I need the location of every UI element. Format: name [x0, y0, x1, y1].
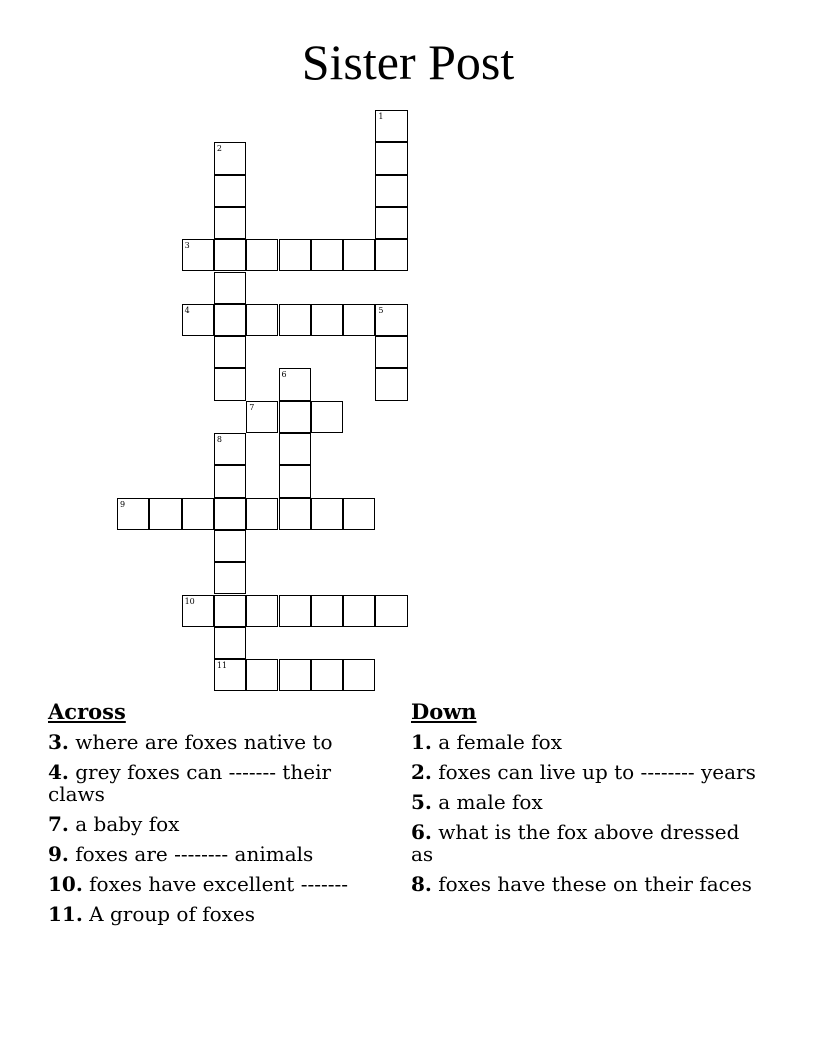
grid-cell[interactable] — [182, 498, 214, 530]
grid-cell[interactable] — [375, 595, 407, 627]
grid-cell[interactable] — [375, 207, 407, 239]
grid-cell[interactable] — [214, 595, 246, 627]
across-clue — [48, 873, 393, 895]
cell-number: 9 — [120, 499, 126, 509]
grid-cell[interactable] — [279, 498, 311, 530]
clue-number: 11. — [48, 902, 83, 926]
grid-cell[interactable] — [246, 498, 278, 530]
clue-text: foxes are -------- animals — [75, 842, 314, 866]
clue-text: foxes have excellent ------- — [89, 872, 348, 896]
grid-cell[interactable] — [311, 239, 343, 271]
grid-cell[interactable] — [214, 336, 246, 368]
grid-cell[interactable] — [182, 595, 214, 627]
clue-text: a male fox — [438, 790, 543, 814]
grid-cell[interactable] — [375, 175, 407, 207]
grid-cell[interactable] — [214, 368, 246, 400]
clue-number: 5. — [411, 790, 432, 814]
grid-cell[interactable] — [214, 562, 246, 594]
grid-cell[interactable] — [246, 239, 278, 271]
grid-cell[interactable] — [279, 595, 311, 627]
grid-cell[interactable] — [279, 368, 311, 400]
grid-cell[interactable] — [311, 401, 343, 433]
grid-cell[interactable] — [375, 368, 407, 400]
grid-cell[interactable] — [343, 659, 375, 691]
clue-number: 8. — [411, 872, 432, 896]
grid-cell[interactable] — [311, 659, 343, 691]
grid-cell[interactable] — [343, 595, 375, 627]
grid-cell[interactable] — [214, 530, 246, 562]
grid-cell[interactable] — [246, 659, 278, 691]
cell-number: 6 — [281, 370, 287, 380]
clue-number: 2. — [411, 760, 432, 784]
grid-cell[interactable] — [214, 304, 246, 336]
grid-cell[interactable] — [375, 304, 407, 336]
clue-number: 1. — [411, 730, 432, 754]
down-clues — [411, 700, 756, 903]
grid-cell[interactable] — [279, 659, 311, 691]
across-clue-list — [48, 731, 393, 925]
clue-text: grey foxes can ------- their claws — [48, 760, 332, 806]
down-clue — [411, 731, 756, 753]
clue-number: 7. — [48, 812, 69, 836]
grid-cell[interactable] — [311, 304, 343, 336]
clue-text: where are foxes native to — [75, 730, 333, 754]
grid-cell[interactable] — [343, 498, 375, 530]
cell-number: 10 — [184, 596, 195, 606]
grid-cell[interactable] — [246, 401, 278, 433]
down-clue — [411, 873, 756, 895]
grid-cell[interactable] — [214, 433, 246, 465]
grid-cell[interactable] — [343, 239, 375, 271]
grid-cell[interactable] — [343, 304, 375, 336]
grid-cell[interactable] — [279, 433, 311, 465]
grid-cell[interactable] — [149, 498, 181, 530]
grid-cell[interactable] — [375, 239, 407, 271]
cell-number: 2 — [216, 144, 222, 154]
grid-cell[interactable] — [246, 595, 278, 627]
grid-cell[interactable] — [214, 142, 246, 174]
across-clue — [48, 843, 393, 865]
grid-cell[interactable] — [214, 627, 246, 659]
across-heading: Across — [48, 699, 126, 724]
grid-cell[interactable] — [214, 465, 246, 497]
grid-cell[interactable] — [117, 498, 149, 530]
grid-cell[interactable] — [279, 304, 311, 336]
cell-number: 5 — [378, 305, 384, 315]
clue-text: a female fox — [438, 730, 562, 754]
grid-cell[interactable] — [375, 142, 407, 174]
clue-number: 10. — [48, 872, 83, 896]
grid-cell[interactable] — [246, 304, 278, 336]
grid-cell[interactable] — [279, 465, 311, 497]
grid-cell[interactable] — [375, 110, 407, 142]
clue-text: foxes have these on their faces — [438, 872, 752, 896]
grid-cell[interactable] — [182, 239, 214, 271]
across-clue — [48, 731, 393, 753]
grid-cell[interactable] — [214, 175, 246, 207]
cell-number: 7 — [249, 402, 255, 412]
clue-text: a baby fox — [75, 812, 180, 836]
down-clue-list — [411, 731, 756, 895]
grid-cell[interactable] — [214, 272, 246, 304]
grid-cell[interactable] — [279, 239, 311, 271]
grid-cell[interactable] — [279, 401, 311, 433]
across-clue — [48, 761, 393, 805]
grid-cell[interactable] — [311, 498, 343, 530]
cell-number: 3 — [184, 241, 190, 251]
clue-text: what is the fox above dressed as — [411, 820, 740, 866]
clue-number: 4. — [48, 760, 69, 784]
clue-number: 3. — [48, 730, 69, 754]
clue-text: foxes can live up to -------- years — [438, 760, 756, 784]
clue-number: 6. — [411, 820, 432, 844]
across-clue — [48, 813, 393, 835]
grid-cell[interactable] — [311, 595, 343, 627]
clue-number: 9. — [48, 842, 69, 866]
cell-number: 1 — [378, 112, 384, 121]
down-clue — [411, 821, 756, 865]
grid-cell[interactable] — [214, 239, 246, 271]
down-heading: Down — [411, 699, 477, 724]
cell-number: 4 — [184, 305, 190, 315]
clue-text: A group of foxes — [89, 902, 256, 926]
cell-number: 11 — [216, 661, 228, 671]
down-clue — [411, 791, 756, 813]
grid-cell[interactable] — [214, 498, 246, 530]
grid-cell[interactable] — [182, 304, 214, 336]
grid-cell[interactable] — [214, 207, 246, 239]
puzzle-title: Sister Post — [301, 34, 515, 90]
grid-cell[interactable] — [375, 336, 407, 368]
grid-cell[interactable] — [214, 659, 246, 691]
down-clue — [411, 761, 756, 783]
cell-number: 8 — [216, 435, 222, 444]
across-clues — [48, 700, 393, 933]
across-clue — [48, 903, 393, 925]
